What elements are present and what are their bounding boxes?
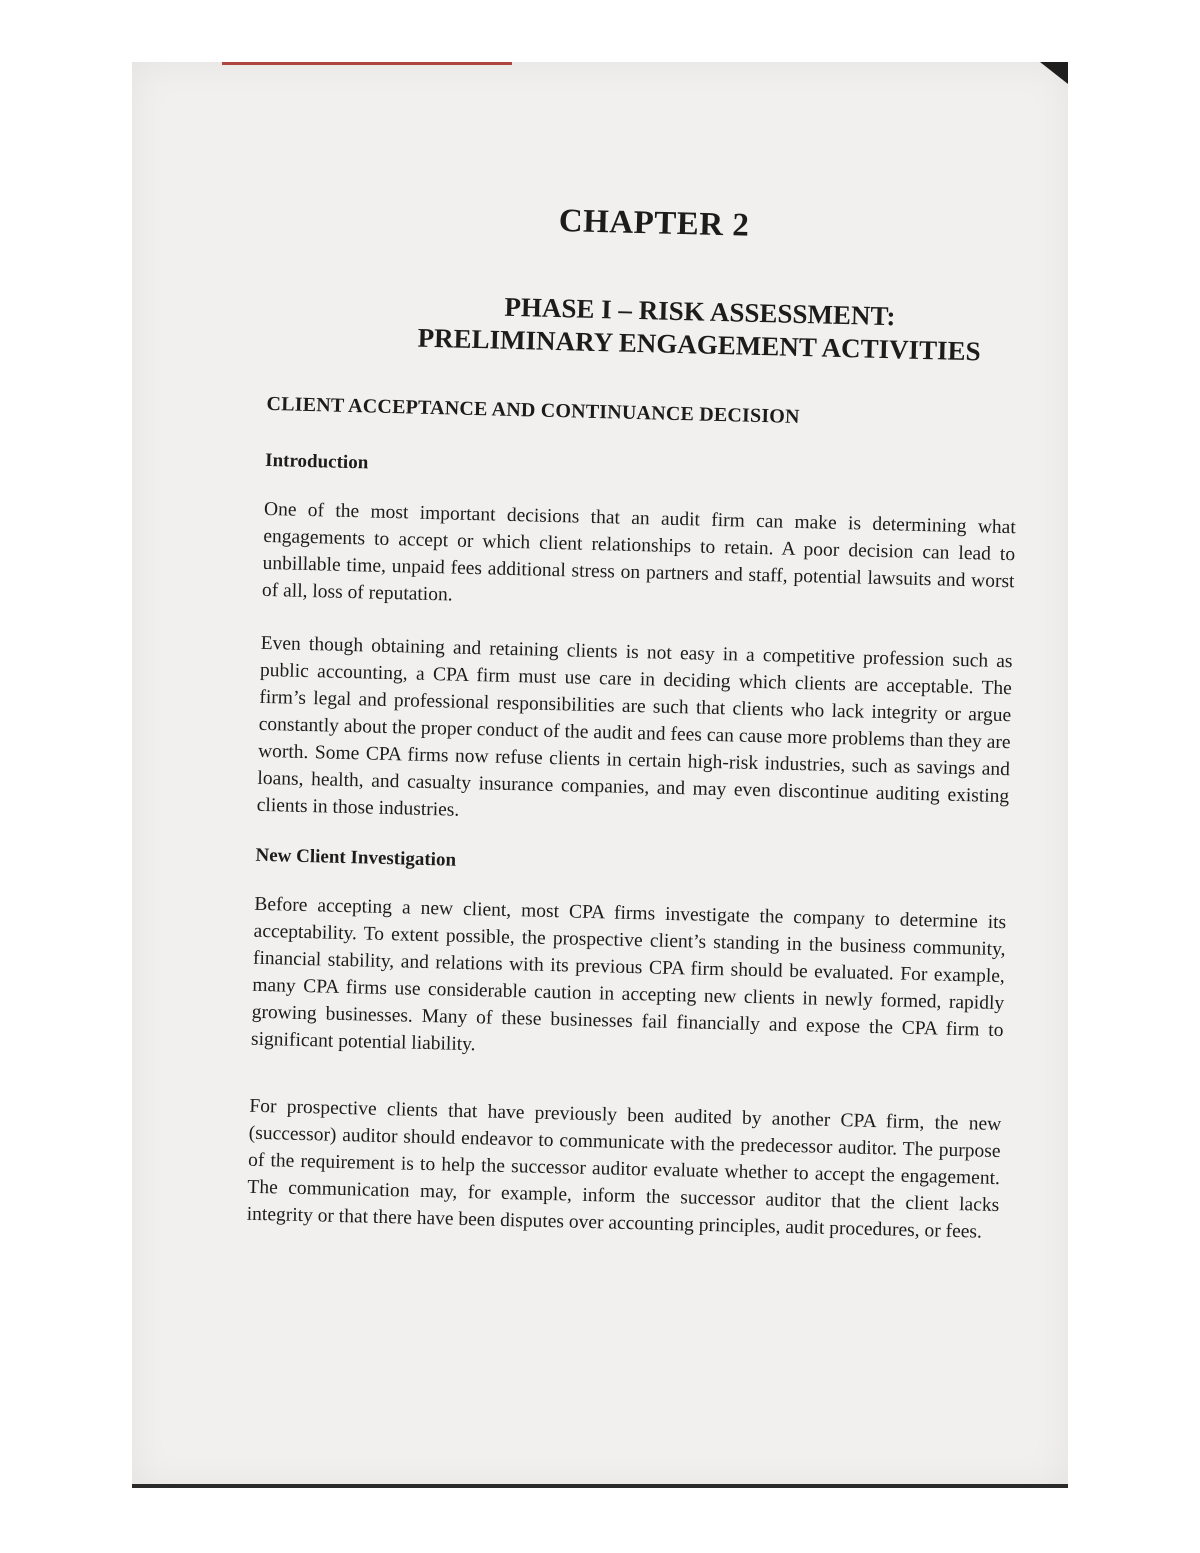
new-client-heading: New Client Investigation — [255, 844, 457, 871]
section-heading: CLIENT ACCEPTANCE AND CONTINUANCE DECISION — [266, 392, 800, 428]
page-content — [246, 182, 1023, 1246]
paragraph-1: One of the most important decisions that an audit firm can make is determining what engagements to accept or which client relationships to retain. A poor decision can lead to unbillable time, unpaid fees additional stress on partners and staff, potential lawsuits and worst of all, loss of reputation. — [261, 498, 1017, 606]
page-top-edge — [222, 62, 512, 65]
book-page — [132, 62, 1068, 1488]
chapter-title — [268, 285, 1021, 369]
introduction-heading: Introduction — [264, 449, 369, 474]
page-bottom-edge — [132, 1484, 1068, 1488]
page-corner — [1040, 62, 1068, 84]
chapter-label: CHAPTER 2 — [558, 203, 750, 244]
chapter-title-line-1: PHASE I – RISK ASSESSMENT: — [504, 291, 896, 332]
paragraph-3: Before accepting a new client, most CPA firms investigate the company to determine its acceptability. To extent possible, the prospective client’s standing in the business community, financial stability, and relations with its previous CPA firm should be evaluated. For example, many CPA firms use considerable caution in accepting new clients in newly formed, rapidly growing businesses. Many of these businesses fail financially and expose the CPA firm to significant potential liability. — [250, 893, 1007, 1056]
paragraph-2: Even though obtaining and retaining clients is not easy in a competitive profession such as public accounting, a CPA firm must use care in deciding which clients are acceptable. The firm’s legal and professional responsibilities are such that clients who lack integrity or argue constantly about the proper conduct of the audit and fees can cause more problems than they are worth. Some CPA firms now refuse clients in certain high-risk industries, such as savings and loans, health, and casualty insurance companies, and may even discontinue auditing existing clients in those industries. — [256, 632, 1013, 821]
paragraph-4: For prospective clients that have previously been audited by another CPA firm, the new (successor) auditor should endeavor to communicate with the predecessor auditor. The purpose of the requirement is to help the successor auditor evaluate whether to accept the engagement. The communication may, for example, inform the successor auditor that the client lacks integrity or that there have been disputes over accounting principles, audit procedures, or fees. — [246, 1095, 1002, 1243]
chapter-title-line-2: PRELIMINARY ENGAGEMENT ACTIVITIES — [417, 322, 982, 367]
